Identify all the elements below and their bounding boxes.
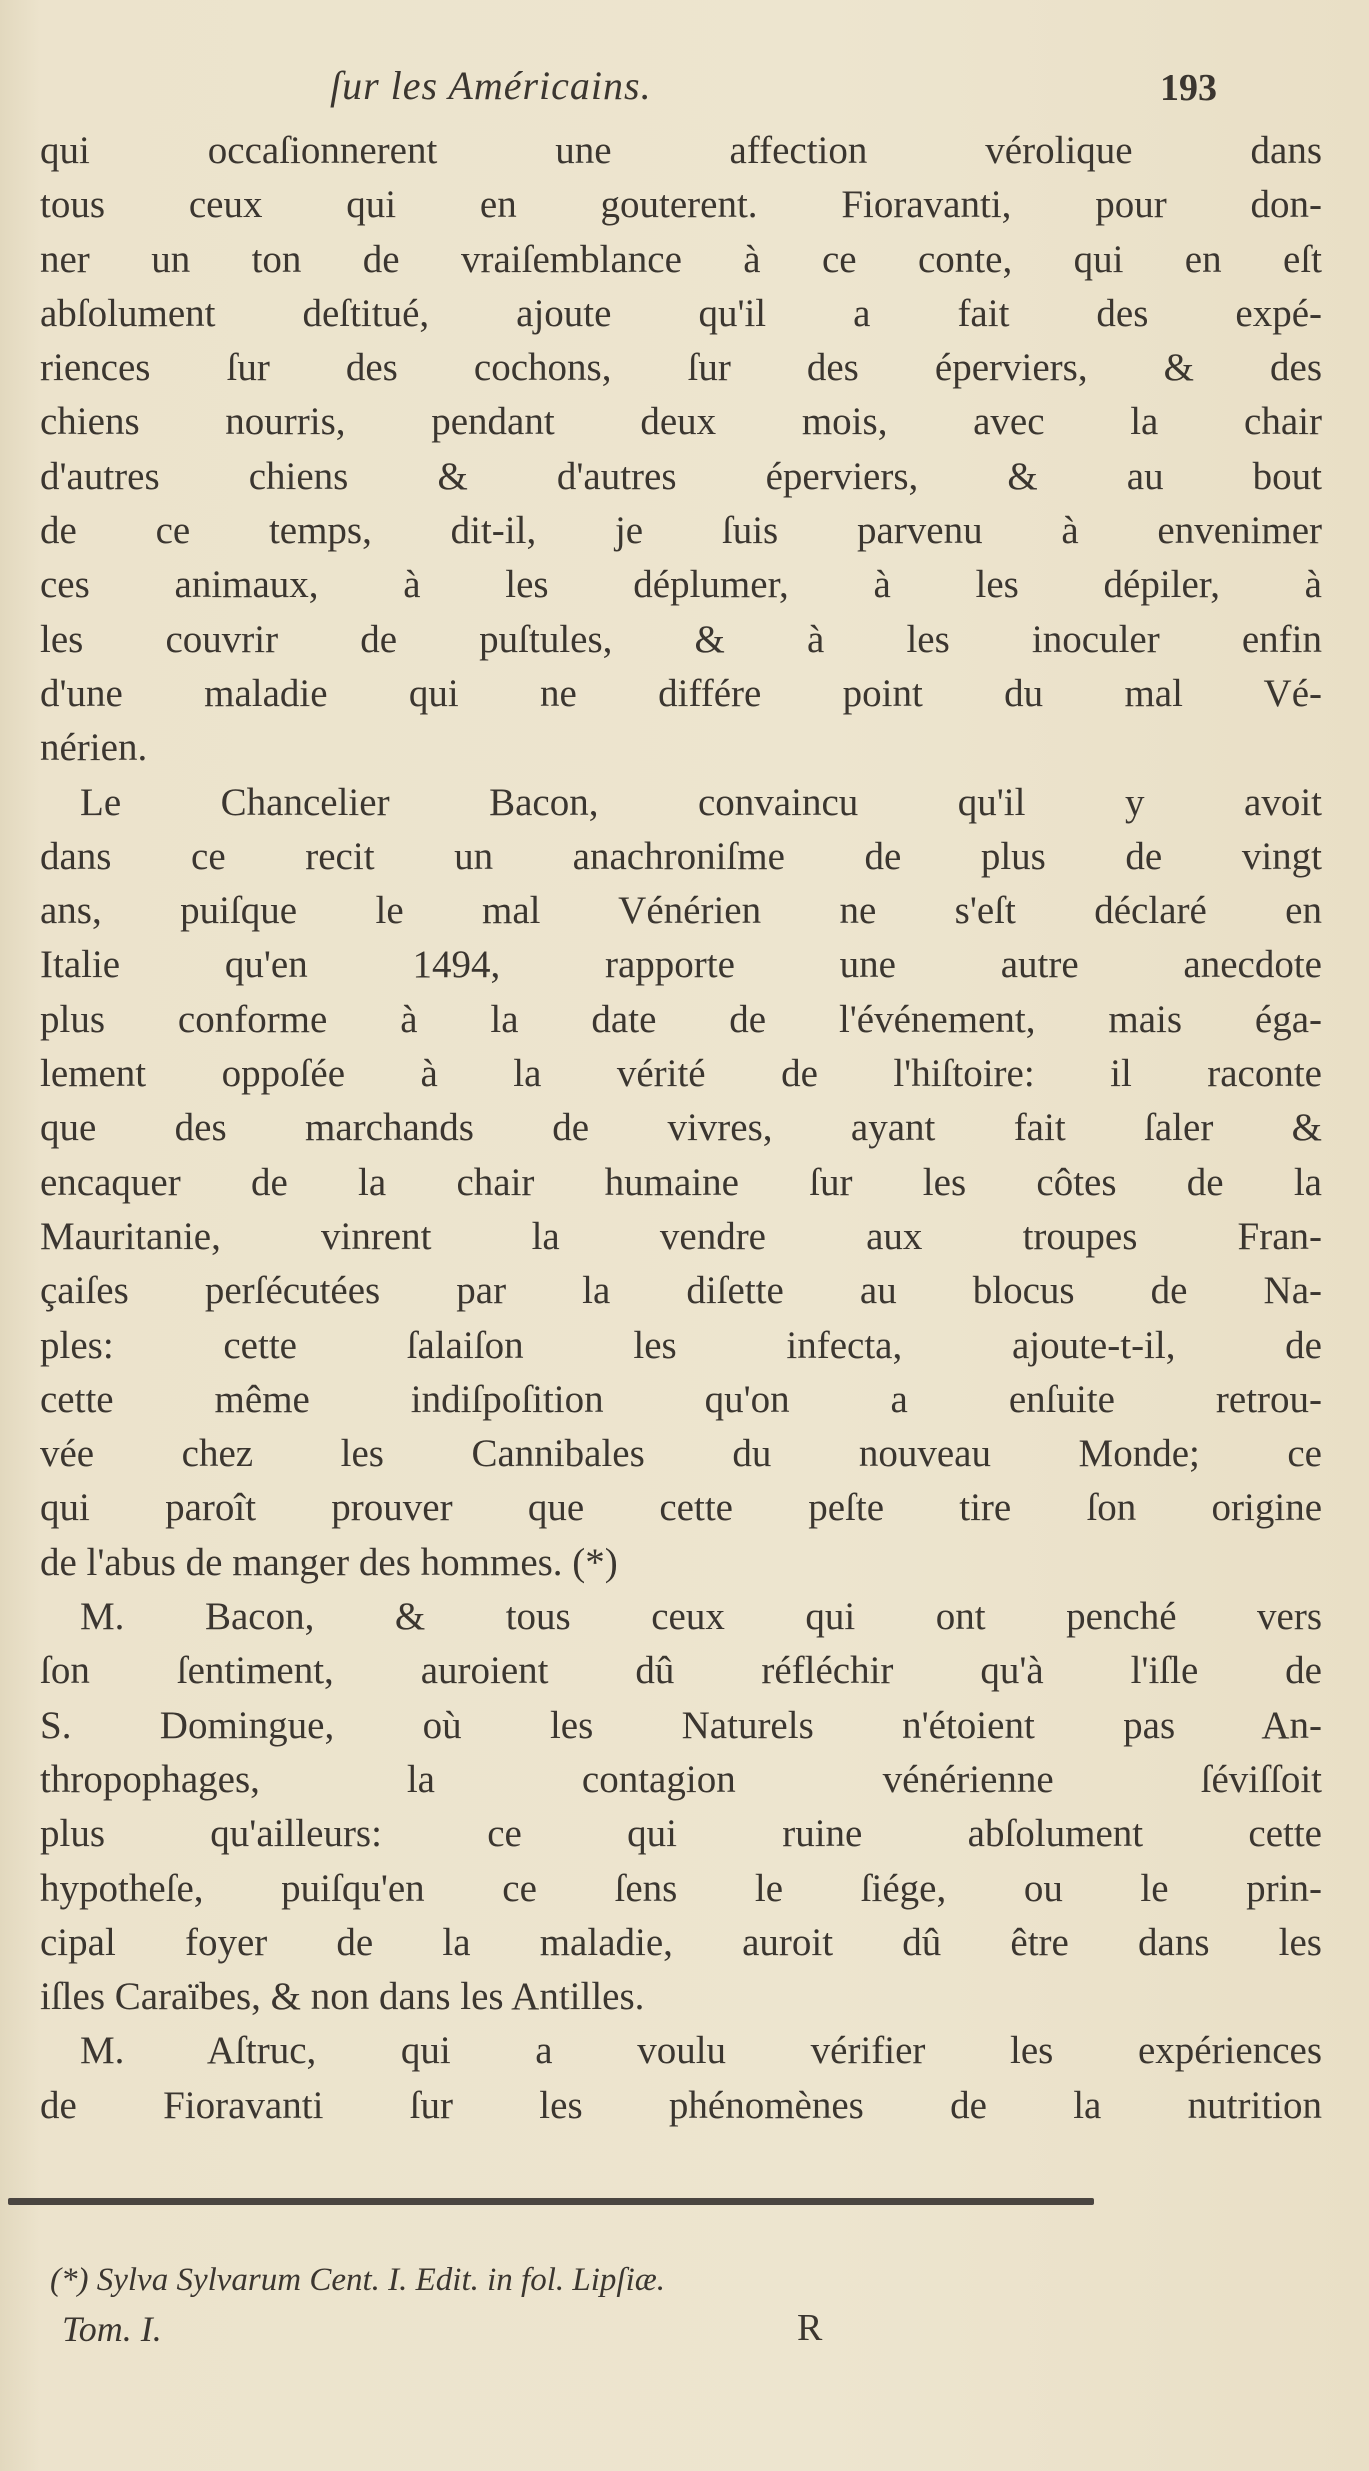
footnote-rule: [8, 2198, 1094, 2205]
gathering-mark: R: [797, 2307, 823, 2349]
text-line: riences ſur des cochons, ſur des éperviers, & des: [40, 346, 1322, 390]
text-line: cipal foyer de la maladie, auroit dû être dans les: [40, 1920, 1322, 1964]
text-line: ner un ton de vraiſemblance à ce conte, qui en eſt: [40, 237, 1322, 281]
text-line: plus qu'ailleurs: ce qui ruine abſolument cette: [40, 1812, 1322, 1856]
text-line: qui paroît prouver que cette peſte tire ſon origine: [40, 1486, 1322, 1530]
text-line: de l'abus de manger des hommes. (*): [40, 1540, 618, 1584]
page-number: 193: [1160, 67, 1217, 109]
text-line: lement oppoſée à la vérité de l'hiſtoire: il raconte: [40, 1052, 1322, 1096]
text-line: abſolument deſtitué, ajoute qu'il a fait des expé-: [40, 291, 1322, 335]
volume-signature: Tom. I.: [62, 2309, 162, 2349]
text-line: ces animaux, à les déplumer, à les dépiler, à: [40, 563, 1322, 607]
text-line: hypotheſe, puiſqu'en ce ſens le ſiége, ou le prin-: [40, 1866, 1322, 1910]
text-line: çaiſes perſécutées par la diſette au blocus de Na-: [40, 1269, 1322, 1313]
text-line: plus conforme à la date de l'événement, mais éga-: [40, 997, 1322, 1041]
running-title: ſur les Américains.: [330, 63, 652, 108]
text-line: qui occaſionnerent une affection vérolique dans: [40, 129, 1322, 172]
text-line: d'une maladie qui ne différe point du mal Vé-: [40, 671, 1322, 715]
text-line: S. Domingue, où les Naturels n'étoient pas An-: [40, 1703, 1322, 1747]
text-line: Italie qu'en 1494, rapporte une autre anecdote: [40, 943, 1322, 987]
text-line: d'autres chiens & d'autres éperviers, & au bout: [40, 454, 1322, 498]
text-line: vée chez les Cannibales du nouveau Monde; ce: [40, 1432, 1322, 1476]
text-line: thropophages, la contagion vénérienne ſéviſſoit: [40, 1757, 1322, 1801]
text-line: iſles Caraïbes, & non dans les Antilles.: [40, 1975, 645, 2019]
text-line: ples: cette ſalaiſon les infecta, ajoute-t-il, de: [40, 1323, 1322, 1367]
text-line: les couvrir de puſtules, & à les inoculer enfin: [40, 617, 1322, 661]
text-line: M. Aſtruc, qui a voulu vérifier les expériences: [80, 2029, 1322, 2073]
text-line: Le Chancelier Bacon, convaincu qu'il y avoit: [80, 780, 1322, 824]
text-line: de Fioravanti ſur les phénomènes de la nutrition: [40, 2083, 1322, 2127]
text-line: cette même indiſpoſition qu'on a enſuite retrou-: [40, 1377, 1322, 1421]
body-text: [40, 124, 1322, 2133]
footnote: (*) Sylva Sylvarum Cent. I. Edit. in fol. Lipſiæ.: [50, 2262, 666, 2298]
text-line: de ce temps, dit-il, je ſuis parvenu à envenimer: [40, 509, 1322, 553]
text-line: dans ce recit un anachroniſme de plus de vingt: [40, 834, 1322, 878]
text-line: nérien.: [40, 726, 148, 770]
text-line: chiens nourris, pendant deux mois, avec la chair: [40, 400, 1322, 444]
text-line: encaquer de la chair humaine ſur les côtes de la: [40, 1160, 1322, 1204]
text-line: Mauritanie, vinrent la vendre aux troupes Fran-: [40, 1214, 1322, 1258]
text-line: tous ceux qui en gouterent. Fioravanti, pour don-: [40, 183, 1322, 227]
text-line: que des marchands de vivres, ayant fait ſaler &: [40, 1106, 1322, 1150]
text-line: M. Bacon, & tous ceux qui ont penché vers: [80, 1595, 1322, 1639]
text-line: ans, puiſque le mal Vénérien ne s'eſt déclaré en: [40, 889, 1322, 933]
text-line: ſon ſentiment, auroient dû réfléchir qu'à l'iſle de: [40, 1649, 1322, 1693]
